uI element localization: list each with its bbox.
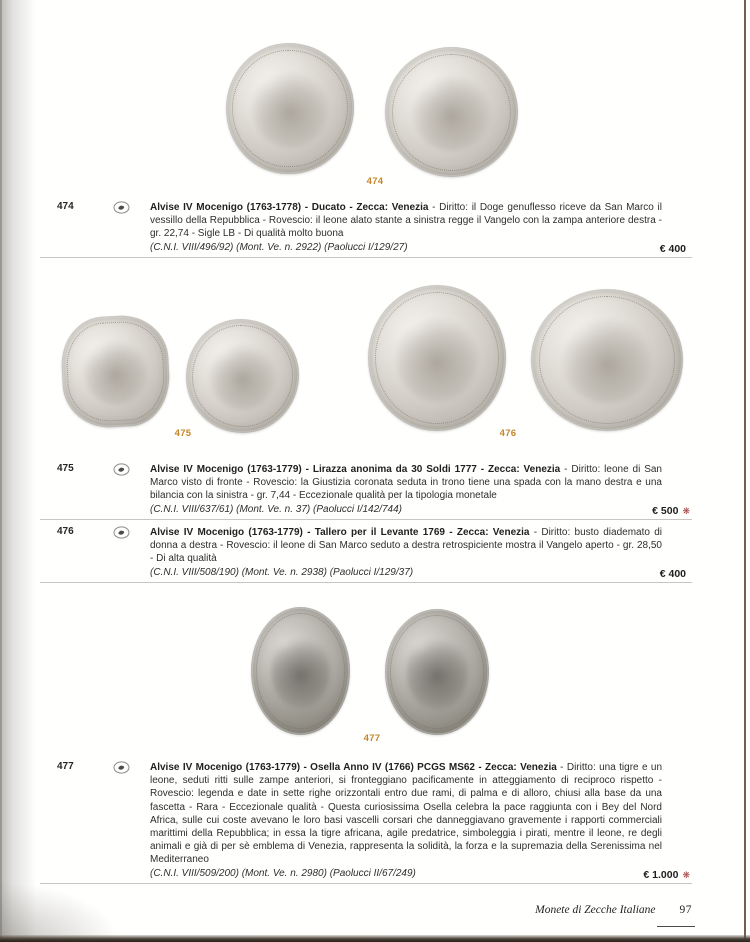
coin-photo-475-reverse xyxy=(186,319,299,433)
coin-photo-475-obverse xyxy=(59,313,172,429)
lot-body-text: - Diritto: il Doge genuflesso riceve da San Marco il vessillo della Repubblica - Rovescio: il leone alato stante a sinistra regge il Vangelo con la zampa anteriore destra - gr. 22,74 - Sigle LB - Di qualità molto buona xyxy=(150,202,662,240)
lot-price: € 1.000 ❋ xyxy=(643,868,690,881)
lot-row-477 xyxy=(40,761,692,884)
plate-label-474: 474 xyxy=(366,176,384,187)
scan-bottom-edge xyxy=(0,935,750,942)
plate-label-477: 477 xyxy=(363,733,381,744)
lot-description xyxy=(150,201,662,254)
lot-title: Alvise IV Mocenigo (1763-1779) - Osella Anno IV (1766) PCGS MS62 - Zecca: Venezia xyxy=(150,762,557,773)
footer-series-title: Monete di Zecche Italiane xyxy=(535,904,656,916)
lot-number: 477 xyxy=(57,761,74,772)
lot-body-text: - Diritto: busto diademato di donna a destra - Rovescio: il leone di San Marco seduto a destra retrospiciente mostra il Vangelo aperto - gr. 28,50 - Di alta qualità xyxy=(150,527,662,565)
lot-description xyxy=(150,761,662,880)
lot-references: (C.N.I. VIII/496/92) (Mont. Ve. n. 2922) (Paolucci I/129/27) xyxy=(150,241,408,253)
coin-photo-476-reverse xyxy=(531,289,683,431)
lot-price: € 400 xyxy=(659,567,686,580)
coin-photo-474-reverse xyxy=(385,47,518,177)
lot-symbol-icon xyxy=(113,761,130,774)
lot-references: (C.N.I. VIII/508/190) (Mont. Ve. n. 2938) (Paolucci I/129/37) xyxy=(150,566,414,578)
footer-page-number-rule xyxy=(657,926,695,927)
coin-photo-477-reverse xyxy=(385,609,489,735)
coin-photo-474-obverse xyxy=(226,43,354,174)
lot-symbol-icon xyxy=(113,526,130,539)
lot-references: (C.N.I. VIII/637/61) (Mont. Ve. n. 37) (Paolucci I/142/744) xyxy=(150,503,402,515)
lot-body-text: - Diritto: leone di San Marco visto di fronte - Rovescio: la Giustizia coronata seduta in trono tiene una spada con la mano destra e una bilancia con la sinistra - gr. 7,44 - Eccezionale qualità per la tipologia monetale xyxy=(150,464,662,502)
scan-bottom-left-shadow xyxy=(0,882,120,942)
coin-photo-476-obverse xyxy=(368,285,506,431)
lot-price: € 400 xyxy=(659,242,686,255)
lot-description xyxy=(150,526,662,579)
lot-symbol-icon xyxy=(113,463,130,476)
lot-number: 474 xyxy=(57,201,74,212)
lot-price: € 500 ❋ xyxy=(652,504,690,517)
rarity-rosette-icon: ❋ xyxy=(682,505,690,516)
rarity-rosette-icon: ❋ xyxy=(682,869,690,880)
lot-row-476 xyxy=(40,526,692,583)
lot-number: 475 xyxy=(57,463,74,474)
footer-page-number: 97 xyxy=(679,904,692,916)
lot-title: Alvise IV Mocenigo (1763-1779) - Lirazza anonima da 30 Soldi 1777 - Zecca: Venezia xyxy=(150,464,561,475)
plate-label-475: 475 xyxy=(174,428,192,439)
coin-photo-477-obverse xyxy=(251,607,350,735)
lot-body-text: - Diritto: una tigre e un leone, seduti ritti sulle zampe anteriori, si fronteggiano pacificamente in atteggiamento di reciproco rispetto - Rovescio: legenda e date in sette righe orizzontali entro due rami, di palma e di alloro, chiusi alla base da una fascetta - Rara - Eccezionale qualità - Questa curiosissima Osella celebra la pace raggiunta con i Bey del Nord Africa, sulle cui coste avevano le loro basi vascelli corsari che danneggiavano gravemente i rapporti commerciali marittimi della Repubblica; in essa la tigre africana, agile predatrice, simboleggia i pirati, mentre il leone, re degli animali e già di per sè emblema di Venezia, rappresenta la solidità, la forza e la supremazia della Serenissima nel Mediterraneo xyxy=(150,762,662,866)
scan-left-shadow xyxy=(0,0,36,942)
scan-right-edge-line xyxy=(744,0,746,942)
lot-row-475 xyxy=(40,463,692,520)
lot-number: 476 xyxy=(57,526,74,537)
lot-description xyxy=(150,463,662,516)
lot-references: (C.N.I. VIII/509/200) (Mont. Ve. n. 2980) (Paolucci II/67/249) xyxy=(150,867,416,879)
lot-title: Alvise IV Mocenigo (1763-1778) - Ducato - Zecca: Venezia xyxy=(150,202,429,213)
lot-row-474 xyxy=(40,201,692,258)
lot-title: Alvise IV Mocenigo (1763-1779) - Tallero per il Levante 1769 - Zecca: Venezia xyxy=(150,527,530,538)
scan-left-edge-line xyxy=(0,0,2,942)
lot-symbol-icon xyxy=(113,201,130,214)
plate-label-476: 476 xyxy=(499,428,517,439)
